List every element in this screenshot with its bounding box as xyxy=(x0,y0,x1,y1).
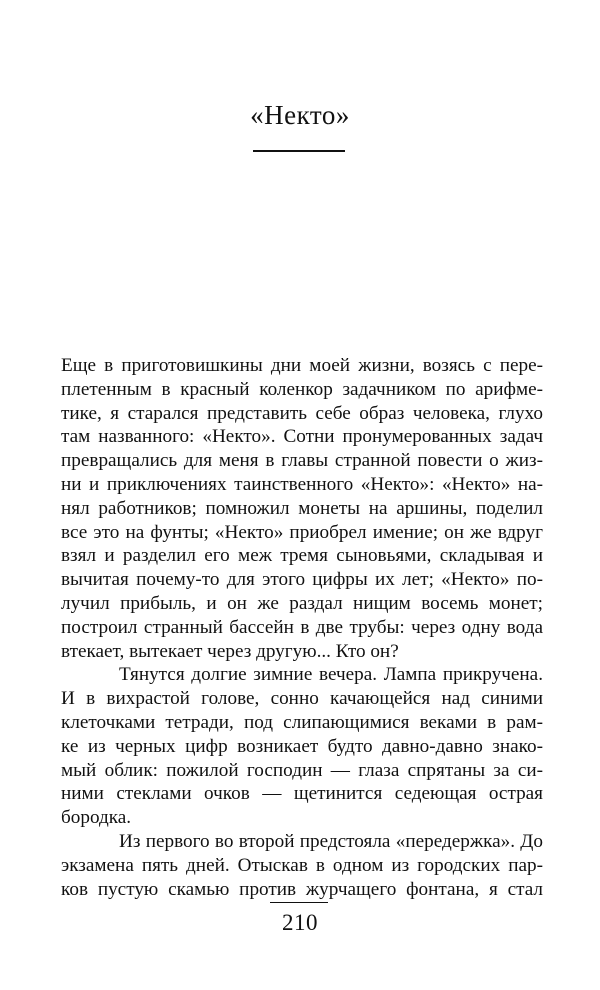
text-line: тике, я старался представить себе образ человека, глухо xyxy=(61,402,543,424)
page-number: 210 xyxy=(282,910,318,935)
title-divider xyxy=(253,150,345,152)
text-line: взял и разделил его меж тремя сыновьями, складывая и xyxy=(61,545,543,567)
footer-divider xyxy=(270,902,328,903)
text-line: плетенным в красный коленкор задачником по арифме- xyxy=(61,378,543,400)
text-line: экзамена пять дней. Отыскав в одном из городских пар- xyxy=(61,854,543,876)
text-line: Тянутся долгие зимние вечера. Лампа прикручена. xyxy=(119,664,543,686)
text-line: Из первого во второй предстояла «передержка». До xyxy=(119,830,543,852)
text-line: ков пустую скамью против журчащего фонтана, я стал xyxy=(61,878,543,900)
text-line: вычитая почему-то для этого цифры их лет; «Некто» по- xyxy=(61,569,543,591)
paragraph-3 xyxy=(61,830,543,901)
text-line: нял работников; помножил монеты на аршины, поделил xyxy=(61,497,543,519)
text-line: там названного: «Некто». Сотни пронумерованных задач xyxy=(61,426,543,448)
text-line: ке из черных цифр возникает будто давно-давно знако- xyxy=(61,735,543,757)
chapter-title: «Некто» xyxy=(250,100,350,130)
text-line: превращались для меня в главы странной повести о жиз- xyxy=(61,450,543,472)
text-line: бородка. xyxy=(61,807,132,829)
text-line: ними стеклами очков — щетинится седеющая острая xyxy=(61,783,543,805)
text-line: мый облик: пожилой господин — глаза спрятаны за си- xyxy=(61,759,543,781)
body-text xyxy=(61,354,543,901)
text-line: ни и приключениях таинственного «Некто»: «Некто» на- xyxy=(61,473,543,495)
paragraph-1 xyxy=(61,354,543,663)
text-line: Еще в приготовишкины дни моей жизни, возясь с пере- xyxy=(61,355,543,376)
text-line: клеточками тетради, под слипающимися веками в рам- xyxy=(61,711,543,733)
text-line: И в вихрастой голове, сонно качающейся над синими xyxy=(61,688,543,710)
text-line: лучил прибыль, и он же раздал нищим восемь монет; xyxy=(61,592,543,614)
paragraph-2 xyxy=(61,663,543,830)
text-line: построил странный бассейн в две трубы: через одну вода xyxy=(61,616,543,638)
text-line: втекает, вытекает через другую... Кто он? xyxy=(61,640,399,662)
text-line: все это на фунты; «Некто» приобрел имение; он же вдруг xyxy=(61,521,543,543)
